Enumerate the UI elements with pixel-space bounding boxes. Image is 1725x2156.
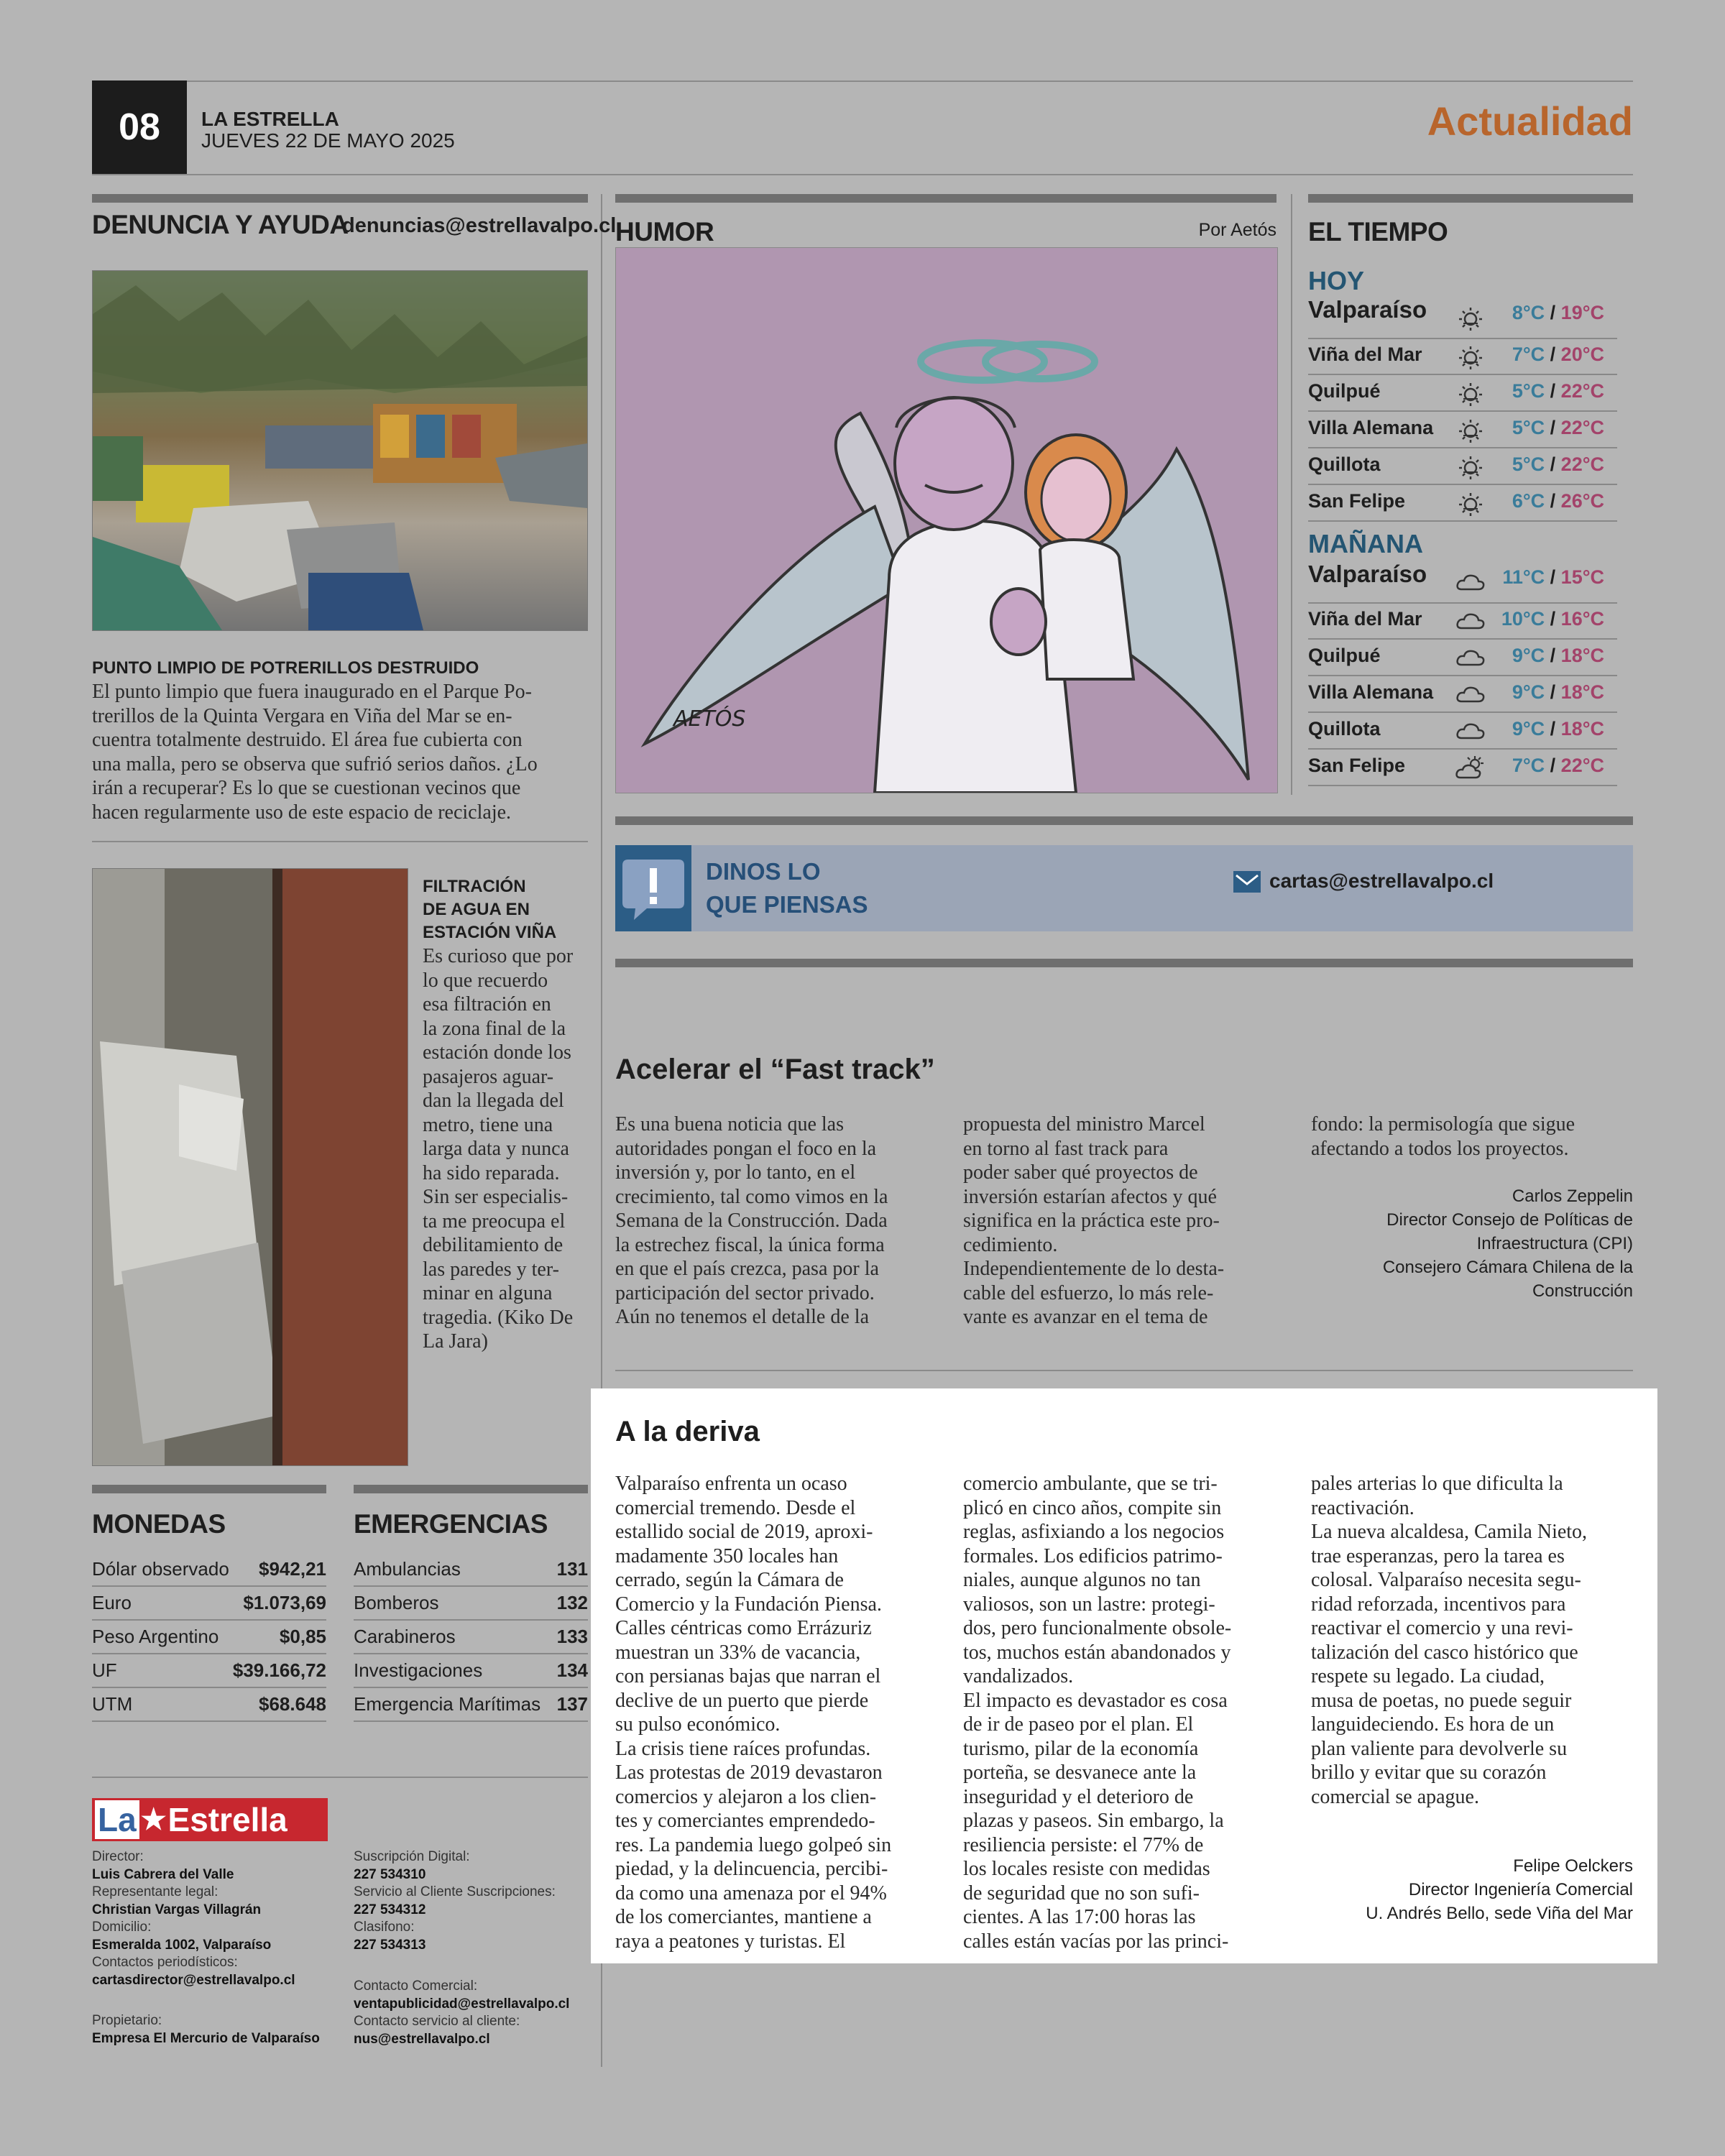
sun-icon bbox=[1455, 453, 1486, 479]
punto-limpio-photo bbox=[92, 270, 588, 631]
row-label: Peso Argentino bbox=[92, 1626, 219, 1647]
row-value: 133 bbox=[556, 1626, 588, 1647]
letter2-col1: Valparaíso enfrenta un ocaso comercial tremendo. Desde el estallido social de 2019, aproxi- madamente 350 locales han cerrado, según la Cámara de Comercio y la Fundación Piensa. Calles céntricas como Errázuriz muestran un 33% de vacancia, con persianas bajas que narran el declive de un puerto que pierde su pulso económico. La crisis tiene raíces profundas. Las protestas de 2019 devastaron comercios y alejaron a los clien- tes y comerciantes emprendedo- res. La pandemia luego golpeó sin piedad, y la delincuencia, percibi- da como una amenaza por el 94% de los comerciantes, mantiene a raya a peatones y turistas. El bbox=[615, 1473, 892, 1953]
letters-top-bar bbox=[615, 959, 1633, 967]
cloud-icon bbox=[1455, 608, 1486, 634]
row-label: Bomberos bbox=[354, 1592, 439, 1613]
denuncia-top-bar bbox=[92, 194, 588, 203]
weather-row bbox=[1308, 411, 1617, 448]
letter2-col3: pales arterias lo que dificulta la reactivación. La nueva alcaldesa, Camila Nieto, trae esperanzas, pero la tarea es colosal. Valparaíso necesita segu- ridad reforzada, incentivos para reactivar el comercio y una revi- talización del casco histórico que respete su legado. La ciudad, musa de poetas, no puede seguir languideciendo. Es hora de un plan valiente para devolverle su brillo y evitar que su corazón comercial se apague. bbox=[1311, 1473, 1588, 1808]
humor-heading: HUMOR bbox=[615, 217, 714, 247]
weather-city: Valparaíso bbox=[1308, 561, 1427, 587]
masthead-right: Suscripción Digital: 227 534310 Servicio al Cliente Suscripciones: 227 534312 Clasifono: 227 534313 bbox=[354, 1849, 556, 1953]
weather-row bbox=[1308, 602, 1617, 640]
weather-temp: 9°C / 18°C bbox=[1512, 718, 1604, 740]
weather-city: Quilpué bbox=[1308, 380, 1381, 402]
humor-byline: Por Aetós bbox=[1198, 220, 1276, 240]
la-estrella-logo: La ★ Estrella bbox=[92, 1798, 328, 1841]
weather-city: Valparaíso bbox=[1308, 296, 1427, 323]
section-title: Actualidad bbox=[1427, 98, 1633, 144]
table-row bbox=[354, 1687, 588, 1722]
letter2-title: A la deriva bbox=[615, 1416, 760, 1447]
masthead-left: Director: Luis Cabrera del Valle Representante legal: Christian Vargas Villagrán Domicilio: Esmeralda 1002, Valparaíso Contactos periodísticos: cartasdirector@estrellavalpo.cl bbox=[92, 1849, 295, 1988]
emergencias-heading: EMERGENCIAS bbox=[354, 1509, 548, 1539]
punto-limpio-title: PUNTO LIMPIO DE POTRERILLOS DESTRUIDO bbox=[92, 658, 479, 678]
cloud-icon bbox=[1455, 718, 1486, 744]
weather-city: Villa Alemana bbox=[1308, 417, 1434, 438]
monedas-top-bar bbox=[92, 1485, 326, 1493]
weather-temp: 11°C / 15°C bbox=[1502, 566, 1604, 588]
weather-row bbox=[1308, 639, 1617, 676]
letter1-col1: Es una buena noticia que las autoridades pongan el foco en la inversión y, por lo tanto, en el crecimiento, tal como vimos en la Semana de la Construcción. Dada la estrechez fiscal, la única forma en que el país crezca, pasa por la participación del sector privado. Aún no tenemos el detalle de la bbox=[615, 1113, 888, 1328]
letter2-signature: Felipe Oelckers Director Ingeniería Comercial U. Andrés Bello, sede Viña del Mar bbox=[1366, 1856, 1633, 1923]
row-label: Ambulancias bbox=[354, 1558, 461, 1580]
row-value: 132 bbox=[556, 1592, 588, 1613]
weather-row bbox=[1308, 295, 1617, 339]
column-divider-right bbox=[1291, 194, 1292, 795]
table-row bbox=[92, 1552, 326, 1587]
weather-temp: 5°C / 22°C bbox=[1512, 417, 1604, 438]
weather-temp: 8°C / 19°C bbox=[1512, 302, 1604, 323]
weather-city: Villa Alemana bbox=[1308, 681, 1434, 703]
cloud-icon bbox=[1455, 569, 1486, 595]
letter1-col3: fondo: la permisología que sigue afectando a todos los proyectos. bbox=[1311, 1113, 1576, 1160]
publication-date: JUEVES 22 DE MAYO 2025 bbox=[201, 129, 455, 152]
contactos-email-link[interactable]: cartasdirector@estrellavalpo.cl bbox=[92, 1972, 295, 1988]
denuncia-heading: DENUNCIA Y AYUDA bbox=[92, 210, 349, 239]
table-row bbox=[354, 1552, 588, 1587]
filtracion-text: FILTRACIÓN DE AGUA EN ESTACIÓN VIÑA Es curioso que por lo que recuerdo esa filtración en la zona final de la estación donde los pasajeros aguar- dan la llegada del metro, tiene una larga data y nunca ha sido reparada. Sin ser especialis- ta me preocupa el debilitamiento de las paredes y ter- minar en alguna tragedia. (Kiko De La Jara) bbox=[423, 875, 595, 1354]
page-number: 08 bbox=[92, 80, 187, 174]
table-row bbox=[354, 1586, 588, 1621]
weather-temp: 5°C / 22°C bbox=[1512, 453, 1604, 475]
punto-limpio-text: El punto limpio que fuera inaugurado en el Parque Po- trerillos de la Quinta Vergara en Viña del Mar se en- cuentra totalmente destruido. El área fue cubierta con una malla, pero se observa que sufrió serios daños. ¿Lo irán a recuperar? Es lo que se cuestionan vecinos que hacen regularmente uso de este espacio de reciclaje. bbox=[92, 681, 538, 824]
sun-icon bbox=[1455, 490, 1486, 516]
weather-temp: 10°C / 16°C bbox=[1501, 608, 1604, 630]
table-row bbox=[354, 1620, 588, 1654]
filtracion-title: FILTRACIÓN DE AGUA EN ESTACIÓN VIÑA bbox=[423, 877, 557, 942]
cloud-icon bbox=[1455, 681, 1486, 707]
weather-city: Quilpué bbox=[1308, 645, 1381, 666]
masthead-contacts: Contacto Comercial: ventapublicidad@estrellavalpo.cl Contacto servicio al cliente: nus@estrellavalpo.cl bbox=[354, 1978, 570, 2047]
weather-temp: 6°C / 26°C bbox=[1512, 490, 1604, 512]
table-row bbox=[92, 1620, 326, 1654]
weather-temp: 7°C / 22°C bbox=[1512, 755, 1604, 776]
weather-row bbox=[1308, 712, 1617, 750]
publication-name: LA ESTRELLA bbox=[201, 108, 339, 130]
sun-icon bbox=[1455, 380, 1486, 406]
star-icon: ★ bbox=[140, 1804, 167, 1835]
cloud-icon bbox=[1455, 645, 1486, 671]
filtracion-photo bbox=[92, 868, 408, 1466]
weather-row bbox=[1308, 484, 1617, 522]
dinos-title: DINOS LO QUE PIENSAS bbox=[706, 858, 868, 918]
row-value: $942,21 bbox=[259, 1558, 326, 1580]
letter1-signature: Carlos Zeppelin Director Consejo de Políticas de Infraestructura (CPI) Consejero Cámara Chilena de la Construcción bbox=[1382, 1187, 1633, 1301]
row-value: $68.648 bbox=[259, 1693, 326, 1715]
tiempo-heading: EL TIEMPO bbox=[1308, 217, 1448, 247]
weather-row bbox=[1308, 676, 1617, 713]
row-label: Dólar observado bbox=[92, 1558, 229, 1580]
header-rule bbox=[92, 174, 1633, 175]
table-row bbox=[92, 1586, 326, 1621]
emergencias-top-bar bbox=[354, 1485, 588, 1493]
weather-city: San Felipe bbox=[1308, 490, 1406, 512]
tiempo-top-bar bbox=[1308, 194, 1633, 203]
row-value: 137 bbox=[556, 1693, 588, 1715]
masthead-rule bbox=[92, 1777, 588, 1778]
weather-city: Quillota bbox=[1308, 718, 1381, 740]
weather-row bbox=[1308, 338, 1617, 375]
monedas-heading: MONEDAS bbox=[92, 1509, 226, 1539]
tiempo-manana-label: MAÑANA bbox=[1308, 529, 1423, 558]
comercial-email-link[interactable]: ventapublicidad@estrellavalpo.cl bbox=[354, 1996, 570, 2012]
weather-temp: 9°C / 18°C bbox=[1512, 681, 1604, 703]
mail-icon bbox=[1233, 871, 1261, 893]
humor-cartoon bbox=[615, 247, 1278, 793]
tiempo-hoy-label: HOY bbox=[1308, 266, 1365, 295]
row-label: UTM bbox=[92, 1693, 133, 1715]
table-row bbox=[354, 1654, 588, 1688]
row-value: 134 bbox=[556, 1659, 588, 1681]
weather-row bbox=[1308, 448, 1617, 485]
weather-city: Viña del Mar bbox=[1308, 344, 1422, 365]
row-value: $39.166,72 bbox=[232, 1659, 326, 1681]
row-label: Euro bbox=[92, 1592, 132, 1613]
humor-top-bar bbox=[615, 194, 1276, 203]
row-value: $0,85 bbox=[279, 1626, 326, 1647]
row-value: 131 bbox=[556, 1558, 588, 1580]
weather-city: Viña del Mar bbox=[1308, 608, 1422, 630]
weather-row bbox=[1308, 749, 1617, 786]
denuncia-divider bbox=[92, 841, 588, 842]
letter1-col2: propuesta del ministro Marcel en torno al fast track para poder saber qué proyectos de inversión estarían afectos y qué significa en la práctica este pro- cedimiento. Independientemente de lo desta- cable del esfuerzo, lo más rele- vante es avanzar en el tema de bbox=[963, 1113, 1225, 1328]
table-row bbox=[92, 1687, 326, 1722]
weather-temp: 9°C / 18°C bbox=[1512, 645, 1604, 666]
weather-temp: 5°C / 22°C bbox=[1512, 380, 1604, 402]
dinos-email-link[interactable]: cartas@estrellavalpo.cl bbox=[1269, 870, 1494, 892]
weather-temp: 7°C / 20°C bbox=[1512, 344, 1604, 365]
row-label: UF bbox=[92, 1659, 117, 1681]
weather-row bbox=[1308, 374, 1617, 412]
row-label: Investigaciones bbox=[354, 1659, 483, 1681]
weather-city: San Felipe bbox=[1308, 755, 1406, 776]
letters-divider bbox=[615, 1370, 1633, 1371]
row-label: Emergencia Marítimas bbox=[354, 1693, 541, 1715]
sun-icon bbox=[1455, 417, 1486, 443]
row-label: Carabineros bbox=[354, 1626, 456, 1647]
letter2-col2: comercio ambulante, que se tri- plicó en cinco años, compite sin reglas, asfixiando a los negocios formales. Los edificios patrimo- niales, aunque algunos no tan valiosos, son un lastre: protegi- dos, pero funcionalmente obsole- tos, muchos están abandonados y vandalizados. El impacto es devastador es cosa de ir de paseo por el plan. El turismo, pilar de la economía porteña, se desvanece ante la inseguridad y el deterioro de plazas y paseos. Sin embargo, la resiliencia persiste: el 77% de los locales resiste con medidas de seguridad que no son sufi- cientes. A las 17:00 horas las calles están vacías por las princi- bbox=[963, 1473, 1232, 1953]
denuncia-email-link[interactable]: denuncias@estrellavalpo.cl bbox=[342, 214, 617, 237]
letter1-title: Acelerar el “Fast track” bbox=[615, 1054, 935, 1085]
cliente-email-link[interactable]: nus@estrellavalpo.cl bbox=[354, 2031, 490, 2047]
weather-row bbox=[1308, 559, 1617, 604]
table-row bbox=[92, 1654, 326, 1688]
weather-city: Quillota bbox=[1308, 453, 1381, 475]
top-rule bbox=[92, 80, 1633, 82]
partly-cloudy-icon bbox=[1455, 755, 1486, 780]
cartoon-signature: AETÓS bbox=[673, 706, 746, 732]
row-value: $1.073,69 bbox=[243, 1592, 326, 1613]
dinos-top-bar bbox=[615, 816, 1633, 825]
exclamation-icon bbox=[615, 845, 691, 931]
sun-icon bbox=[1455, 305, 1486, 331]
masthead-owner: Propietario: Empresa El Mercurio de Valparaíso bbox=[92, 2013, 320, 2046]
sun-icon bbox=[1455, 344, 1486, 369]
